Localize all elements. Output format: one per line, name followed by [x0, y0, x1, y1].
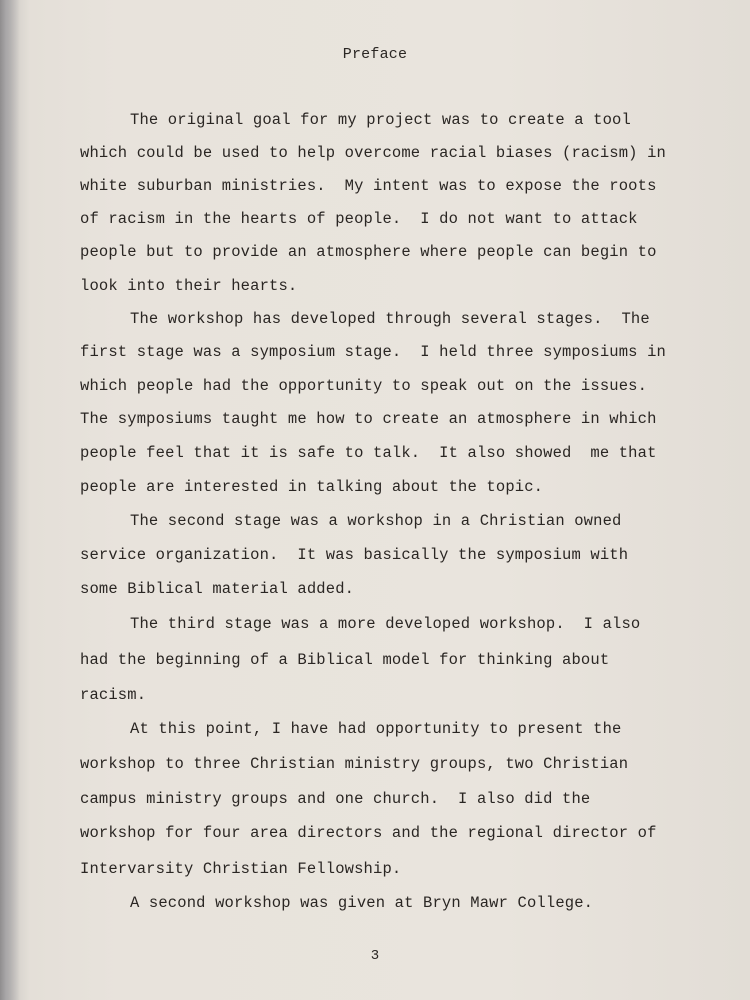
text-line: campus ministry groups and one church. I also did the	[80, 790, 591, 808]
text-line: At this point, I have had opportunity to present the	[130, 720, 622, 738]
text-line: had the beginning of a Biblical model for thinking about	[80, 651, 610, 669]
text-line: The symposiums taught me how to create an atmosphere in which	[80, 410, 657, 428]
text-line: service organization. It was basically the symposium with	[80, 546, 629, 564]
text-line: Intervarsity Christian Fellowship.	[80, 860, 402, 878]
text-line: which could be used to help overcome racial biases (racism) in	[80, 144, 666, 162]
text-line: The workshop has developed through several stages. The	[130, 310, 650, 328]
text-line: workshop to three Christian ministry groups, two Christian	[80, 755, 629, 773]
text-line: of racism in the hearts of people. I do not want to attack	[80, 210, 638, 228]
text-line: people but to provide an atmosphere where people can begin to	[80, 243, 657, 261]
text-line: The third stage was a more developed workshop. I also	[130, 615, 641, 633]
text-line: white suburban ministries. My intent was to expose the roots	[80, 177, 657, 195]
text-line: workshop for four area directors and the regional director of	[80, 824, 657, 842]
text-line: people feel that it is safe to talk. It also showed me that	[80, 444, 657, 462]
text-line: A second workshop was given at Bryn Mawr College.	[130, 894, 594, 912]
binding-shadow	[0, 0, 20, 1000]
page-title: Preface	[342, 46, 408, 63]
text-line: people are interested in talking about the topic.	[80, 478, 544, 496]
page-number: 3	[370, 948, 380, 964]
text-line: first stage was a symposium stage. I held three symposiums in	[80, 343, 666, 361]
text-line: The original goal for my project was to create a tool	[130, 111, 631, 129]
text-line: look into their hearts.	[80, 277, 298, 295]
text-line: racism.	[80, 686, 147, 704]
text-line: which people had the opportunity to speak out on the issues.	[80, 377, 648, 395]
text-line: some Biblical material added.	[80, 580, 355, 598]
text-line: The second stage was a workshop in a Christian owned	[130, 512, 622, 530]
